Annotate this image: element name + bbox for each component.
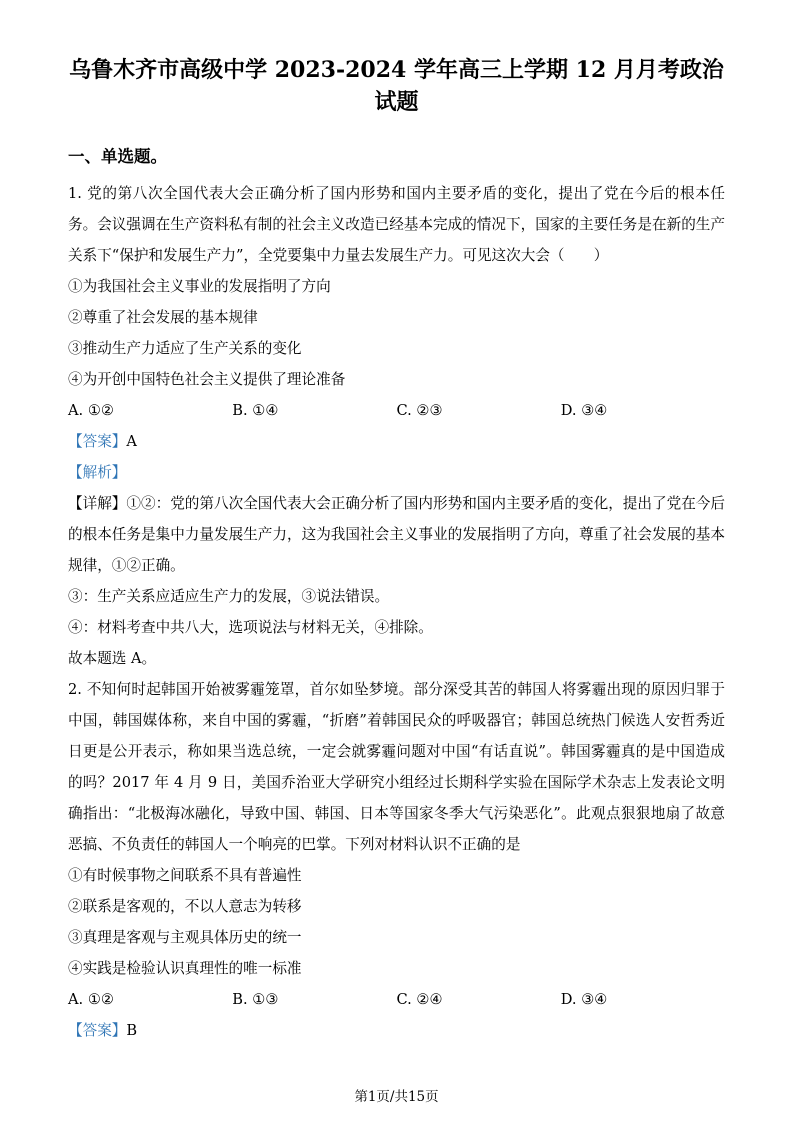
question-1-choice-a: A. ①②: [68, 402, 114, 419]
question-1-choice-b: B. ①④: [232, 402, 279, 419]
section-heading: 一、单选题。: [68, 147, 167, 166]
question-1-detail-2: ③：生产关系应适应生产力的发展，③说法错误。: [68, 588, 390, 605]
question-2-answer-value: B: [126, 1022, 138, 1039]
question-2-choice-row: [68, 984, 725, 1015]
question-2-stem: 2. 不知何时起韩国开始被雾霾笼罩，首尔如坠梦境。部分深受其苦的韩国人将雾霾出现的原因归罪于中国，韩国媒体称，来自中国的雾霾，“折磨”着韩国民众的呼吸器官；韩国总统热门候选人安哲秀近日更是公开表示，称如果当选总统，一定会就雾霾问题对中国“有话直说”。韩国雾霾真的是中国造成的吗？2017 年 4 月 9 日，美国乔治亚大学研究小组经过长期科学实验在国际学术杂志上发表论文明确指出：“北极海冰融化，导致中国、韩国、日本等国家冬季大气污染恶化”。此观点狠狠地扇了故意恶搞、不负责任的韩国人一个响亮的巴掌。下列对材料认识不正确的是: [68, 681, 725, 853]
question-1-detail-4: 故本题选 A。: [68, 650, 157, 667]
question-1: [68, 178, 725, 674]
question-2: [68, 674, 725, 1046]
question-2-choice-a: A. ①②: [68, 991, 114, 1008]
question-1-answer-line: [68, 426, 725, 457]
question-2-option-2: ②联系是客观的，不以人意志为转移: [68, 898, 302, 915]
question-1-choice-row: [68, 395, 725, 426]
question-2-choice-c: C. ②④: [396, 991, 443, 1008]
question-2-option-1: ①有时候事物之间联系不具有普遍性: [68, 867, 302, 884]
question-1-analysis-label: 【解析】: [68, 464, 127, 481]
question-2-option-4: ④实践是检验认识真理性的唯一标准: [68, 960, 302, 977]
answer-label: 【答案】: [68, 433, 127, 450]
question-2-answer-line: [68, 1015, 725, 1046]
page-title: 乌鲁木齐市高级中学 2023-2024 学年高三上学期 12 月月考政治试题: [69, 57, 724, 115]
question-2-option-3: ③真理是客观与主观具体历史的统一: [68, 929, 302, 946]
question-2-choice-b: B. ①③: [232, 991, 279, 1008]
question-1-option-4: ④为开创中国特色社会主义提供了理论准备: [68, 371, 346, 388]
question-1-detail-1: 【详解】①②：党的第八次全国代表大会正确分析了国内形势和国内主要矛盾的变化，提出了党在今后的根本任务是集中力量发展生产力，这为我国社会主义事业的发展指明了方向，尊重了社会发展的基本规律，①②正确。: [68, 495, 725, 574]
question-1-choice-d: D. ③④: [560, 402, 608, 419]
question-1-option-3: ③推动生产力适应了生产关系的变化: [68, 340, 302, 357]
page-number-footer: 第1页/共15页: [354, 1089, 439, 1105]
question-1-option-2: ②尊重了社会发展的基本规律: [68, 309, 258, 326]
question-1-stem: 1. 党的第八次全国代表大会正确分析了国内形势和国内主要矛盾的变化，提出了党在今后的根本任务。会议强调在生产资料私有制的社会主义改造已经基本完成的情况下，国家的主要任务是在新的生产关系下“保护和发展生产力”，全党要集中力量去发展生产力。可见这次大会（ ）: [68, 185, 725, 264]
question-1-option-1: ①为我国社会主义事业的发展指明了方向: [68, 278, 331, 295]
question-2-choice-d: D. ③④: [560, 991, 608, 1008]
answer-label: 【答案】: [68, 1022, 127, 1039]
question-1-detail-3: ④：材料考查中共八大，选项说法与材料无关，④排除。: [68, 619, 433, 636]
question-1-choice-c: C. ②③: [396, 402, 443, 419]
page-content: [68, 54, 725, 1046]
question-1-answer-value: A: [126, 433, 137, 450]
